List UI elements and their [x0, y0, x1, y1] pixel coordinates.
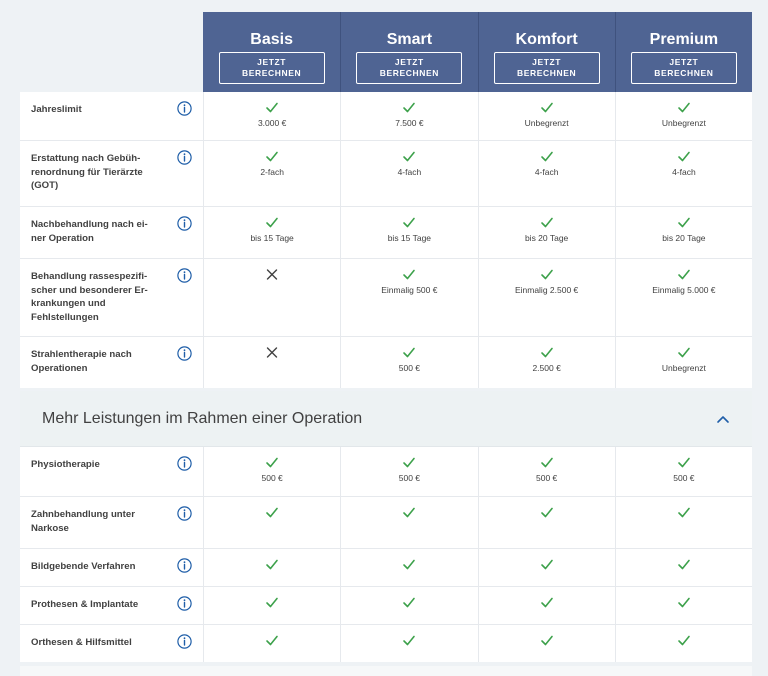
value-text: 4-fach	[397, 167, 422, 177]
value-cell	[478, 207, 615, 258]
row-label-cell	[20, 259, 203, 336]
row-label: Orthesen & Hilfsmittel	[31, 637, 132, 648]
table-row	[20, 92, 752, 140]
check-icon	[677, 596, 691, 609]
check-icon	[402, 456, 416, 469]
check-icon	[677, 150, 691, 163]
value-cell	[615, 587, 752, 624]
row-label-cell	[20, 92, 203, 140]
row-label: Prothesen & Implantate	[31, 599, 139, 610]
value-cell	[478, 447, 615, 496]
value-cell	[203, 587, 340, 624]
info-icon[interactable]	[177, 150, 192, 165]
row-label-cell	[20, 337, 203, 388]
value-cell	[203, 337, 340, 388]
table-row	[20, 624, 752, 662]
plan-column-basis	[203, 12, 340, 92]
info-icon[interactable]	[177, 634, 192, 649]
check-icon	[540, 506, 554, 519]
row-label-cell	[20, 549, 203, 586]
check-icon	[402, 346, 416, 359]
value-text: Unbegrenzt	[524, 118, 569, 128]
row-label-cell	[20, 587, 203, 624]
table-row	[20, 258, 752, 336]
info-icon[interactable]	[177, 268, 192, 283]
value-cell	[478, 141, 615, 206]
check-icon	[677, 456, 691, 469]
section-title: Mehr Leistungen im Rahmen einer Operation	[42, 409, 363, 427]
value-text: Einmalig 2.500 €	[514, 285, 579, 295]
check-icon	[677, 634, 691, 647]
value-cell	[340, 625, 477, 662]
value-text: 500 €	[398, 473, 421, 483]
value-cell	[340, 337, 477, 388]
value-cell	[615, 625, 752, 662]
check-icon	[677, 558, 691, 571]
value-cell	[203, 92, 340, 140]
row-label-cell	[20, 447, 203, 496]
row-label: Behandlung rassespezifi- scher und besonderer Er- krankungen und Fehlstellungen	[31, 271, 148, 323]
check-icon	[265, 506, 279, 519]
check-icon	[265, 150, 279, 163]
value-cell	[478, 625, 615, 662]
check-icon	[540, 268, 554, 281]
check-icon	[677, 506, 691, 519]
check-icon	[402, 216, 416, 229]
table-row	[20, 586, 752, 624]
check-icon	[540, 558, 554, 571]
value-text: Unbegrenzt	[661, 118, 706, 128]
check-icon	[540, 346, 554, 359]
table-row	[20, 140, 752, 206]
value-text: 4-fach	[534, 167, 559, 177]
info-icon[interactable]	[177, 346, 192, 361]
check-icon	[265, 456, 279, 469]
section-toggle[interactable]	[20, 391, 752, 447]
value-text: 2.500 €	[532, 363, 561, 373]
cross-icon	[265, 268, 279, 281]
value-text: 500 €	[398, 363, 421, 373]
info-icon[interactable]	[177, 596, 192, 611]
row-label-cell	[20, 207, 203, 258]
value-cell	[615, 207, 752, 258]
row-label: Bildgebende Verfahren	[31, 561, 136, 572]
value-cell	[340, 92, 477, 140]
benefits-table	[20, 92, 752, 388]
calculate-button-smart[interactable]: JETZT BERECHNEN	[356, 52, 462, 84]
value-cell	[478, 337, 615, 388]
value-cell	[478, 92, 615, 140]
check-icon	[265, 101, 279, 114]
check-icon	[540, 216, 554, 229]
row-label: Zahnbehandlung unter Narkose	[31, 509, 135, 534]
value-cell	[340, 141, 477, 206]
value-cell	[340, 549, 477, 586]
table-row	[20, 496, 752, 548]
plan-column-smart	[340, 12, 477, 92]
table-row	[20, 548, 752, 586]
value-text: bis 15 Tage	[250, 233, 294, 243]
value-text: Unbegrenzt	[661, 363, 706, 373]
value-cell	[340, 587, 477, 624]
table-row	[20, 336, 752, 388]
check-icon	[540, 634, 554, 647]
operation-benefits-table	[20, 447, 752, 662]
value-text: 500 €	[535, 473, 558, 483]
info-icon[interactable]	[177, 101, 192, 116]
value-text: 500 €	[261, 473, 283, 483]
value-cell	[203, 259, 340, 336]
check-icon	[402, 558, 416, 571]
plan-name: Premium	[649, 31, 719, 48]
check-icon	[677, 346, 691, 359]
info-icon[interactable]	[177, 456, 192, 471]
value-text: bis 20 Tage	[524, 233, 569, 243]
info-icon[interactable]	[177, 506, 192, 521]
check-icon	[402, 506, 416, 519]
check-icon	[265, 558, 279, 571]
plan-column-premium	[615, 12, 752, 92]
chevron-up-icon[interactable]	[716, 414, 730, 424]
row-label: Strahlentherapie nach Operationen	[31, 349, 132, 374]
row-label: Physiotherapie	[31, 459, 100, 470]
check-icon	[402, 634, 416, 647]
check-icon	[540, 150, 554, 163]
check-icon	[265, 216, 279, 229]
value-text: bis 20 Tage	[662, 233, 706, 243]
cross-icon	[265, 346, 279, 359]
check-icon	[540, 596, 554, 609]
plan-name: Komfort	[515, 31, 578, 48]
calculate-button-komfort[interactable]: JETZT BERECHNEN	[494, 52, 600, 84]
check-icon	[265, 596, 279, 609]
info-icon[interactable]	[177, 558, 192, 573]
plan-column-komfort	[478, 12, 615, 92]
value-cell	[340, 259, 477, 336]
value-cell	[615, 497, 752, 548]
value-cell	[203, 625, 340, 662]
value-text: 2-fach	[260, 167, 284, 177]
check-icon	[402, 150, 416, 163]
check-icon	[265, 634, 279, 647]
check-icon	[540, 101, 554, 114]
check-icon	[402, 268, 416, 281]
row-label: Nachbehandlung nach ei- ner Operation	[31, 219, 148, 244]
value-text: Einmalig 500 €	[381, 285, 438, 295]
plan-name: Basis	[250, 31, 293, 48]
check-icon	[677, 268, 691, 281]
check-icon	[402, 101, 416, 114]
table-row	[20, 206, 752, 258]
value-cell	[203, 447, 340, 496]
check-icon	[402, 596, 416, 609]
value-cell	[203, 207, 340, 258]
value-cell	[340, 497, 477, 548]
row-label-cell	[20, 625, 203, 662]
value-cell	[478, 259, 615, 336]
value-cell	[340, 447, 477, 496]
value-cell	[478, 549, 615, 586]
value-cell	[615, 549, 752, 586]
value-cell	[615, 92, 752, 140]
table-row	[20, 447, 752, 496]
plan-name: Smart	[386, 31, 433, 48]
plan-header	[203, 12, 752, 92]
value-cell	[203, 549, 340, 586]
value-text: 7.500 €	[395, 118, 424, 128]
value-cell	[615, 447, 752, 496]
value-cell	[615, 259, 752, 336]
value-cell	[615, 337, 752, 388]
value-cell	[478, 497, 615, 548]
value-text: 500 €	[673, 473, 695, 483]
calculate-button-premium[interactable]: JETZT BERECHNEN	[631, 52, 737, 84]
row-label: Jahreslimit	[31, 104, 82, 115]
value-cell	[615, 141, 752, 206]
next-section-edge	[20, 666, 752, 676]
value-text: 3.000 €	[257, 118, 287, 128]
row-label: Erstattung nach Gebüh- renordnung für Tierärzte (GOT)	[31, 153, 143, 191]
value-text: 4-fach	[672, 167, 696, 177]
check-icon	[540, 456, 554, 469]
value-text: Einmalig 5.000 €	[652, 285, 716, 295]
row-label-cell	[20, 141, 203, 206]
info-icon[interactable]	[177, 216, 192, 231]
value-cell	[478, 587, 615, 624]
value-cell	[340, 207, 477, 258]
value-cell	[203, 141, 340, 206]
calculate-button-basis[interactable]: JETZT BERECHNEN	[219, 52, 325, 84]
value-cell	[203, 497, 340, 548]
value-text: bis 15 Tage	[387, 233, 432, 243]
check-icon	[677, 101, 691, 114]
row-label-cell	[20, 497, 203, 548]
check-icon	[677, 216, 691, 229]
